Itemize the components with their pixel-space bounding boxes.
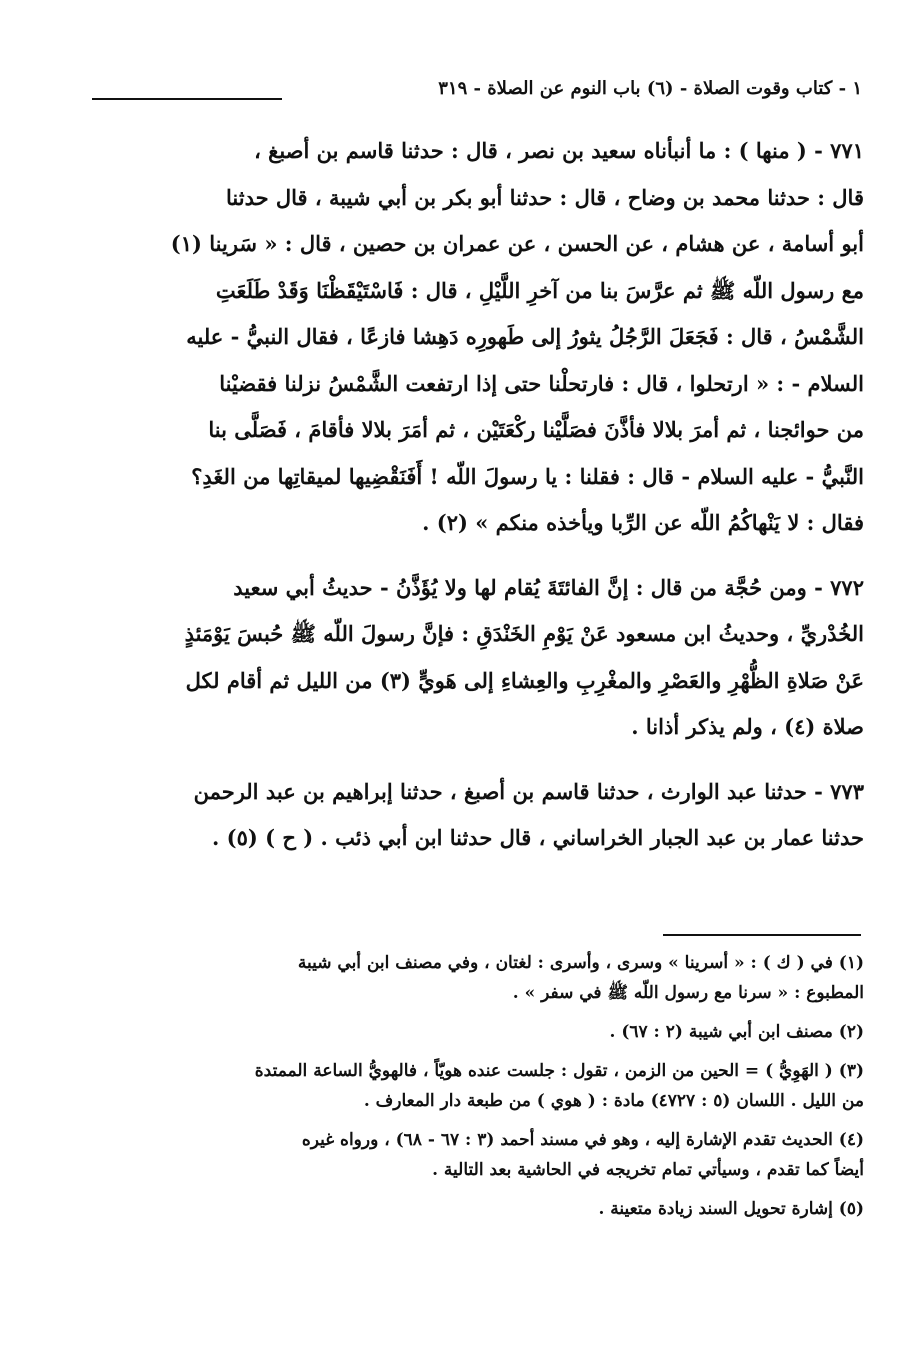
footnote-line: أيضاً كما تقدم ، وسيأتي تمام تخريجه في الحاشية بعد التالية . <box>432 1160 864 1180</box>
footnote-5 <box>58 1194 864 1224</box>
text-line: عَنْ صَلاةِ الظُّهْرِ والعَصْرِ والمغْرِبِ والعِشاءِ إلى هَويٍّ (٣) من الليل ثم أقام لكل <box>185 667 864 693</box>
page-header <box>92 78 862 112</box>
text-line: ٧٧١ - ( منها ) : ما أنبأناه سعيد بن نصر ، قال : حدثنا قاسم بن أصبغ ، <box>254 138 864 163</box>
text-line: حدثنا عمار بن عبد الجبار الخراساني ، قال حدثنا ابن أبي ذئب . ( ح ) (٥) . <box>212 825 864 850</box>
footnote-line: (٤) الحديث تقدم الإشارة إليه ، وهو في مسند أحمد (٣ : ٦٧ - ٦٨) ، ورواه غيره <box>301 1130 864 1150</box>
running-title: ١ - كتاب وقوت الصلاة - (٦) باب النوم عن الصلاة - ٣١٩ <box>438 78 862 99</box>
text-line: النَّبيُّ - عليه السلام - قال : فقلنا : يا رسولَ اللّه ! أَفَنَقْضِيها لميقاتِها من الغَدِ؟ <box>191 463 864 489</box>
footnote-line: من الليل . اللسان (٥ : ٤٧٢٧) مادة : ( هوي ) من طبعة دار المعارف . <box>363 1091 864 1111</box>
footnote-separator <box>663 934 861 936</box>
footnotes <box>58 948 864 1224</box>
header-rule <box>92 98 282 100</box>
text-line: ٧٧٣ - حدثنا عبد الوارث ، حدثنا قاسم بن أصبغ ، حدثنا إبراهيم بن عبد الرحمن <box>193 778 864 804</box>
text-line: صلاة (٤) ، ولم يذكر أذانا . <box>631 714 864 739</box>
main-text <box>58 128 864 862</box>
text-line: فقال : لا يَنْهاكُمُ اللّه عن الرِّبا ويأخذه منكم » (٢) . <box>422 510 864 535</box>
text-line: مع رسول اللّه ﷺ ثم عرَّسَ بنا من آخرِ اللَّيْلِ ، قال : فَاسْتَيْقَظْنَا وَقَدْ طَلَعَتِ <box>215 277 864 303</box>
footnote-1 <box>58 948 864 1008</box>
footnote-line: (٣) ( الهَوِيُّ ) = الحين من الزمن ، تقول : جلست عنده هويّاً ، فالهويُّ الساعة الممتدة <box>254 1061 864 1081</box>
text-line: أبو أسامة ، عن هشام ، عن الحسن ، عن عمران بن حصين ، قال : « سَرينا (١) <box>170 231 864 256</box>
text-line: من حوائجنا ، ثم أمرَ بلالا فأذَّنَ فصَلَّيْنا ركْعَتَيْن ، ثم أمَرَ بلالا فأقامَ ، فَصَلَّى بنا <box>208 417 864 442</box>
hadith-771 <box>58 128 864 547</box>
text-line: قال : حدثنا محمد بن وضاح ، قال : حدثنا أبو بكر بن أبي شيبة ، قال حدثنا <box>225 184 864 210</box>
text-line: السلام - : « ارتحلوا ، قال : فارتحلْنا حتى إذا ارتفعت الشَّمْسُ نزلنا فقضيْنا <box>219 370 864 396</box>
hadith-772 <box>58 565 864 751</box>
footnote-3 <box>58 1056 864 1116</box>
text-line: الخُدْريِّ ، وحديثُ ابن مسعود عَنْ يَوْمِ الخَنْدَقِ : فإنَّ رسولَ اللّه ﷺ حُبسَ يَوْمَئذٍ <box>184 621 864 646</box>
footnote-line: المطبوع : « سرنا مع رسول اللّه ﷺ في سفر » . <box>512 983 864 1003</box>
footnote-2 <box>58 1017 864 1047</box>
footnote-line: (٥) إشارة تحويل السند زيادة متعينة . <box>598 1199 864 1219</box>
footnote-line: (١) في ( ك ) : « أسرينا » وسرى ، وأسرى : لغتان ، وفي مصنف ابن أبي شيبة <box>297 953 864 973</box>
hadith-773 <box>58 769 864 862</box>
text-line: ٧٧٢ - ومن حُجَّة من قال : إنَّ الفائتَةَ يُقام لها ولا يُؤَذَّنُ - حديثُ أبي سعيد <box>233 574 864 600</box>
footnote-line: (٢) مصنف ابن أبي شيبة (٢ : ٦٧) . <box>609 1022 864 1042</box>
footnote-4 <box>58 1125 864 1185</box>
text-line: الشَّمْسُ ، قال : فَجَعَلَ الرَّجُلُ يثورُ إلى طَهورِه دَهِشا فازعًا ، فقال النبيُّ - عليه <box>186 324 864 349</box>
